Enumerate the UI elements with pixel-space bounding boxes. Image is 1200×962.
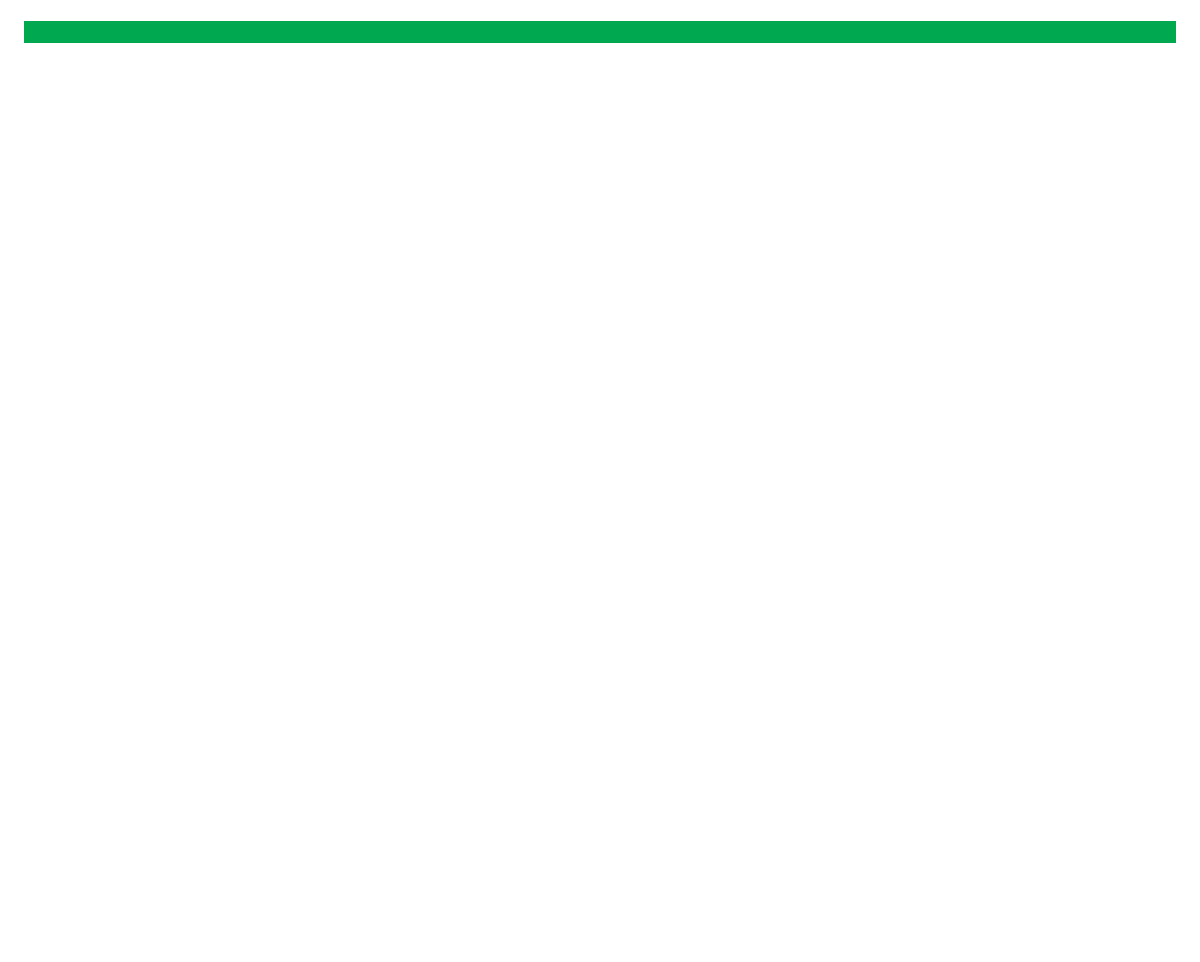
notes-box (924, 98, 1134, 366)
title-bar (24, 21, 1176, 43)
